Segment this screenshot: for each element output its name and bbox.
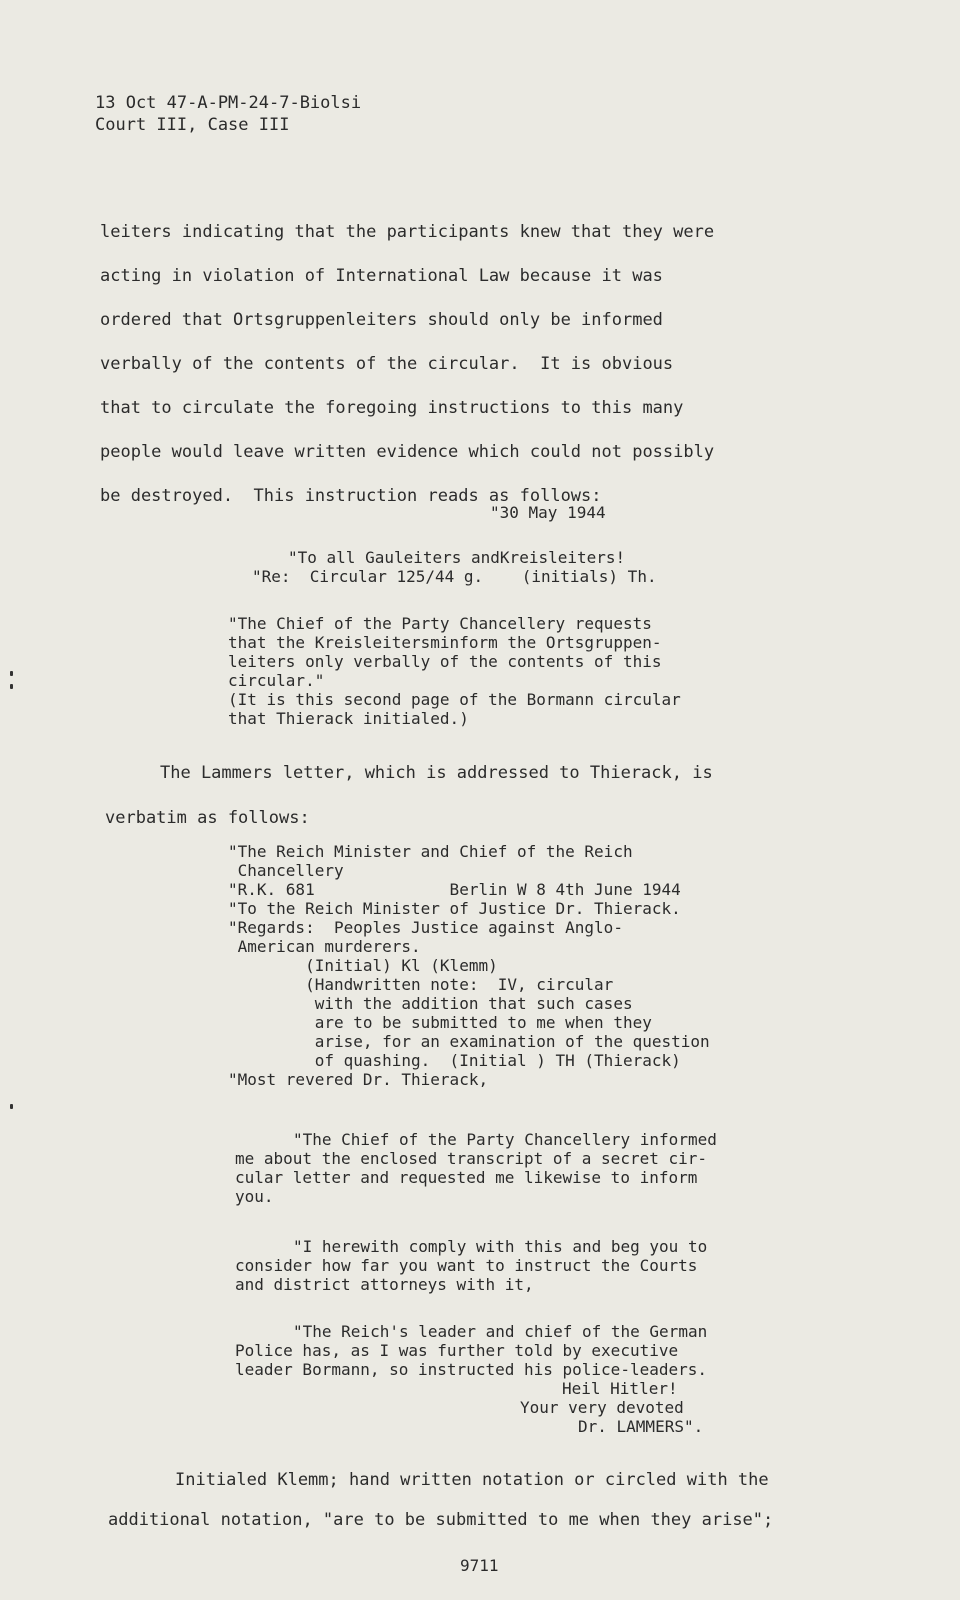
circular-text bbox=[228, 614, 681, 728]
letter-paragraph-2 bbox=[235, 1237, 707, 1294]
letter-line: Police has, as I was further told by executive bbox=[235, 1341, 679, 1360]
letter-line: consider how far you want to instruct the Courts bbox=[235, 1256, 698, 1275]
closing-line: Your very devoted bbox=[520, 1398, 684, 1417]
letter-paragraph-3 bbox=[235, 1322, 707, 1379]
header-line-1: 13 Oct 47-A-PM-24-7-Biolsi bbox=[95, 93, 362, 113]
footer-line-2: additional notation, "are to be submitted to me when they arise"; bbox=[108, 1510, 774, 1530]
body-line: verbally of the contents of the circular. It is obvious bbox=[100, 354, 674, 374]
body-line: people would leave written evidence which could not possibly bbox=[100, 442, 715, 462]
document-header bbox=[95, 92, 361, 136]
letter-header-line: "Regards: Peoples Justice against Anglo- bbox=[228, 918, 623, 937]
body-line: that to circulate the foregoing instructions to this many bbox=[100, 398, 684, 418]
closing-signature: Dr. LAMMERS". bbox=[578, 1417, 704, 1436]
footer-line-1: Initialed Klemm; hand written notation or circled with the bbox=[175, 1470, 769, 1490]
punch-mark bbox=[10, 671, 13, 676]
circular-line: that Thierack initialed.) bbox=[228, 709, 469, 728]
punch-mark bbox=[10, 684, 13, 689]
letter-line: and district attorneys with it, bbox=[235, 1275, 534, 1294]
circular-date: "30 May 1944 bbox=[490, 503, 606, 522]
circular-line: (It is this second page of the Bormann circular bbox=[228, 690, 681, 709]
circular-line: "The Chief of the Party Chancellery requests bbox=[228, 614, 652, 633]
letter-closing bbox=[520, 1379, 703, 1436]
body-text bbox=[100, 210, 714, 518]
circular-to: "To all Gauleiters andKreisleiters! bbox=[288, 548, 626, 567]
circular-line: leiters only verbally of the contents of this bbox=[228, 652, 662, 671]
letter-line: cular letter and requested me likewise to inform bbox=[235, 1168, 698, 1187]
page-number: 9711 bbox=[460, 1556, 499, 1575]
letter-line: "I herewith comply with this and beg you to bbox=[293, 1237, 708, 1256]
letter-header-line: (Initial) Kl (Klemm) bbox=[228, 956, 498, 975]
lammers-letter-header bbox=[228, 842, 710, 1089]
punch-mark bbox=[10, 1104, 13, 1109]
circular-re: "Re: Circular 125/44 g. (initials) Th. bbox=[252, 567, 657, 586]
body-line: leiters indicating that the participants knew that they were bbox=[100, 222, 715, 242]
letter-paragraph-1 bbox=[235, 1130, 717, 1206]
letter-header-line: (Handwritten note: IV, circular bbox=[228, 975, 614, 994]
letter-line: leader Bormann, so instructed his police-leaders. bbox=[235, 1360, 708, 1379]
letter-header-line: Chancellery bbox=[228, 861, 344, 880]
letter-header-line: of quashing. (Initial ) TH (Thierack) bbox=[228, 1051, 681, 1070]
letter-line: "The Chief of the Party Chancellery informed bbox=[293, 1130, 717, 1149]
letter-header-line: "The Reich Minister and Chief of the Reich bbox=[228, 842, 633, 861]
letter-line: me about the enclosed transcript of a secret cir- bbox=[235, 1149, 708, 1168]
lammers-intro-line-2: verbatim as follows: bbox=[105, 808, 310, 828]
letter-line: "The Reich's leader and chief of the German bbox=[293, 1322, 708, 1341]
circular-line: that the Kreisleitersminform the Ortsgruppen- bbox=[228, 633, 662, 652]
letter-header-line: arise, for an examination of the question bbox=[228, 1032, 710, 1051]
lammers-intro-line-1: The Lammers letter, which is addressed to Thierack, is bbox=[160, 763, 713, 783]
body-line: be destroyed. This instruction reads as follows: bbox=[100, 486, 602, 506]
letter-line: you. bbox=[235, 1187, 274, 1206]
letter-header-line: "To the Reich Minister of Justice Dr. Thierack. bbox=[228, 899, 681, 918]
circular-line: circular." bbox=[228, 671, 325, 690]
header-line-2: Court III, Case III bbox=[95, 115, 290, 135]
letter-header-line: are to be submitted to me when they bbox=[228, 1013, 652, 1032]
body-line: acting in violation of International Law because it was bbox=[100, 266, 663, 286]
letter-header-line: "Most revered Dr. Thierack, bbox=[228, 1070, 489, 1089]
letter-header-line: American murderers. bbox=[228, 937, 421, 956]
circular-address bbox=[252, 548, 657, 586]
body-line: ordered that Ortsgruppenleiters should only be informed bbox=[100, 310, 663, 330]
letter-header-line: "R.K. 681 Berlin W 8 4th June 1944 bbox=[228, 880, 681, 899]
letter-header-line: with the addition that such cases bbox=[228, 994, 633, 1013]
closing-line: Heil Hitler! bbox=[562, 1379, 678, 1398]
